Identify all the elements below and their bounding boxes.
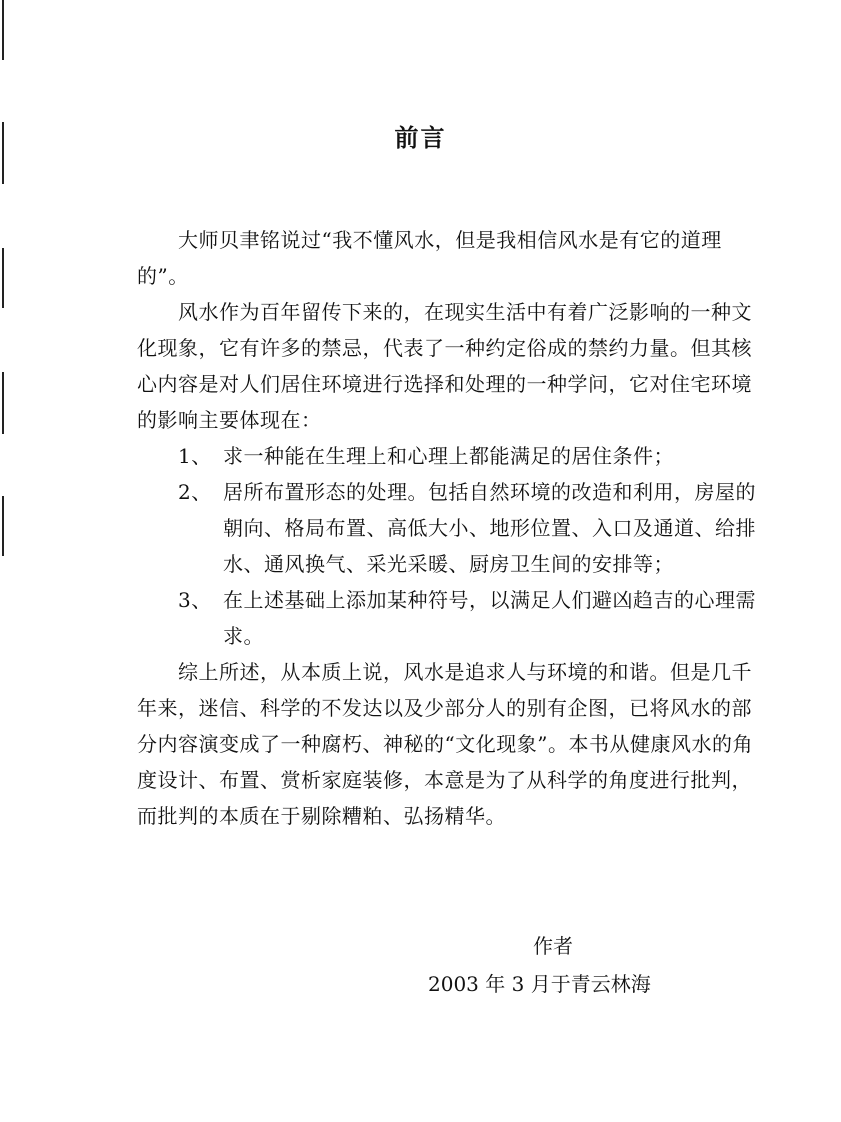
- body-text: [137, 222, 769, 834]
- list-item: [178, 582, 769, 654]
- scan-edge-mark: [2, 0, 4, 60]
- paragraph-2: 风水作为百年留传下来的，在现实生活中有着广泛影响的一种文化现象，它有许多的禁忌，代表了一种约定俗成的禁约力量。但其核心内容是对人们居住环境进行选择和处理的一种学问，它对住宅环境的影响主要体现在：: [137, 300, 752, 432]
- scan-edge-mark: [2, 248, 4, 308]
- scan-edge-mark: [2, 496, 4, 556]
- paragraph-1: 大师贝聿铭说过“我不懂风水，但是我相信风水是有它的道理的”。: [137, 228, 722, 288]
- list-number: 3、: [178, 588, 212, 612]
- requirements-list: [137, 438, 769, 654]
- date-location: 2003 年 3 月于青云林海: [428, 972, 651, 996]
- page-title: 前言: [394, 124, 447, 152]
- list-item: [178, 438, 769, 474]
- scan-edge-mark: [2, 372, 4, 434]
- list-item: [178, 474, 769, 582]
- list-text: 在上述基础上添加某种符号，以满足人们避凶趋吉的心理需求。: [223, 588, 756, 648]
- list-number: 2、: [178, 480, 212, 504]
- list-number: 1、: [178, 444, 212, 468]
- author-label: 作者: [533, 934, 573, 958]
- list-text: 居所布置形态的处理。包括自然环境的改造和利用，房屋的朝向、格局布置、高低大小、地形位置、入口及通道、给排水、通风换气、采光采暖、厨房卫生间的安排等；: [223, 480, 756, 576]
- list-text: 求一种能在生理上和心理上都能满足的居住条件；: [223, 444, 674, 468]
- closing-paragraph: 综上所述，从本质上说，风水是追求人与环境的和谐。但是几千年来，迷信、科学的不发达以及少部分人的别有企图，已将风水的部分内容演变成了一种腐朽、神秘的“文化现象”。本书从健康风水的角度设计、布置、赏析家庭装修，本意是为了从科学的角度进行批判，而批判的本质在于剔除糟粕、弘扬精华。: [137, 660, 753, 828]
